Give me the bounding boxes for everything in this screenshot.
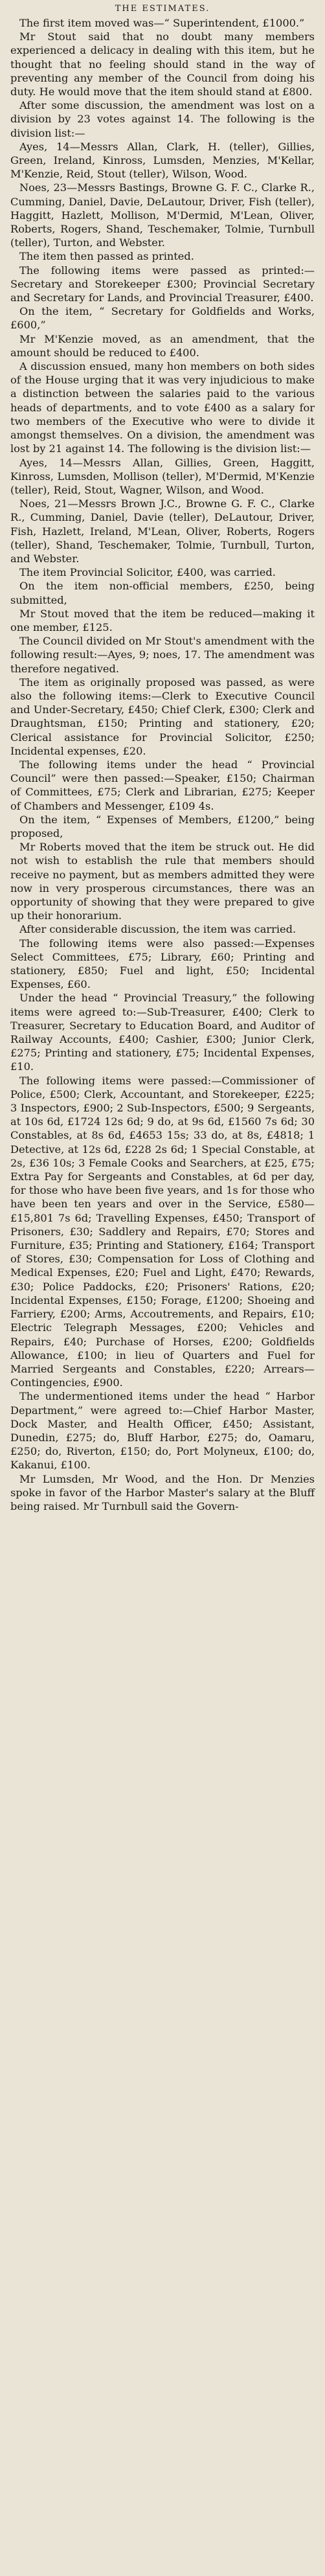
paragraph: Mr Stout moved that the item be reduced—making it one member, £125. <box>10 607 315 633</box>
division-list-ayes: Ayes, 14—Messrs Allan, Gillies, Green, Haggitt, Kinross, Lumsden, Mollison (teller), M'Dermid, M'Kenzie (teller), Reid, Stout, Wagner, Wilson, and Wood. <box>10 456 315 496</box>
paragraph: The undermentioned items under the head “ Harbor Department,” were agreed to:—Chief Harbor Master, Dock Master, and Health Officer, £450; Assistant, Dunedin, £275; do, Bluff Harbor, £275; do, Oamaru, £250; do, Riverton, £150; do, Port Molyneux, £100; do, Kakanui, £100. <box>10 1390 315 1472</box>
paragraph: Mr M'Kenzie moved, as an amendment, that the amount should be reduced to £400. <box>10 332 315 359</box>
paragraph: After some discussion, the amendment was lost on a division by 23 votes against 14. The following is the division list:— <box>10 99 315 139</box>
paragraph: The Council divided on Mr Stout's amendment with the following result:—Ayes, 9; noes, 17. The amendment was therefore negatived. <box>10 635 315 675</box>
paragraph: On the item, “ Expenses of Members, £1200,” being proposed, <box>10 813 315 839</box>
section-heading: THE ESTIMATES. <box>115 4 210 14</box>
division-list-noes: Noes, 23—Messrs Bastings, Browne G. F. C., Clarke R., Cumming, Daniel, Davie, DeLautour, Driver, Fish (teller), Haggitt, Hazlett, Mollison, M'Dermid, M'Lean, Oliver, Roberts, Rogers, Shand, Teschemaker, Tolmie, Turnbull (teller), Turton, and Webster. <box>10 181 315 249</box>
paragraph: Under the head “ Provincial Treasury,” the following items were agreed to:—Sub-Treasurer, £400; Clerk to Treasurer, Secretary to Education Board, and Auditor of Railway Accounts, £400; Cashier, £300; Junior Clerk, £275; Printing and stationery, £75; Incidental Expenses, £10. <box>10 992 315 1073</box>
paragraph: The following items were also passed:—Expenses Select Committees, £75; Library, £60; Printing and stationery, £850; Fuel and light, £50; Incidental Expenses, £60. <box>10 937 315 991</box>
paragraph: After considerable discussion, the item was carried. <box>19 923 297 936</box>
paragraph: Mr Roberts moved that the item be struck out. He did not wish to establish the rule that members should receive no payment, but as members admitted they were now in very prosperous circumstances, there was an opportunity of showing that they were prepared to give up their honorarium. <box>10 841 315 922</box>
paragraph: The item Provincial Solicitor, £400, was carried. <box>19 566 276 579</box>
paragraph: The item as originally proposed was passed, as were also the following items:—Clerk to Executive Council and Under-Secretary, £450; Chief Clerk, £300; Clerk and Draughtsman, £150; Printing and stationery, £20; Clerical assistance for Provincial Solicitor, £250; Incidental expenses, £20. <box>10 676 315 757</box>
paragraph: Mr Lumsden, Mr Wood, and the Hon. Dr Menzies spoke in favor of the Harbor Master's salary at the Bluff being raised. Mr Turnbull said the Govern- <box>10 1472 315 1512</box>
paragraph: A discussion ensued, many hon members on both sides of the House urging that it was very injudicious to make a distinction between the salaries paid to the various heads of departments, and to vote £400 as a salary for two members of the Executive who were to divide it amongst themselves. On a division, the amendment was lost by 21 against 14. The following is the division list:— <box>10 360 315 455</box>
paragraph: On the item, “ Secretary for Goldfields and Works, £600,” <box>10 305 315 332</box>
paragraph: The following items were passed as printed:—Secretary and Storekeeper £300; Provincial Secretary and Secretary for Lands, and Provincial Treasurer, £400. <box>10 264 315 304</box>
division-list-noes: Noes, 21—Messrs Brown J.C., Browne G. F. C., Clarke R., Cumming, Daniel, Davie (teller), DeLautour, Driver, Fish, Hazlett, Ireland, M'Lean, Oliver, Roberts, Rogers (teller), Shand, Teschemaker, Tolmie, Turnbull, Turton, and Webster. <box>10 497 315 565</box>
paragraph: The item then passed as printed. <box>19 250 194 263</box>
paragraph: The following items were passed:—Commissioner of Police, £500; Clerk, Accountant, and Storekeeper, £225; 3 Inspectors, £900; 2 Sub-Inspectors, £500; 9 Sergeants, at 10s 6d, £1724 12s 6d; 9 do, at 9s 6d, £1560 7s 6d; 30 Constables, at 8s 6d, £4653 15s; 33 do, at 8s, £4818; 1 Detective, at 12s 6d, £228 2s 6d; 1 Special Constable, at 2s, £36 10s; 3 Female Cooks and Searchers, at £25, £75; Extra Pay for Sergeants and Constables, at 6d per day, for those who have been five years, and 1s for those who have been ten years and over in the Service, £580—£15,801 7s 6d; Travelling Expenses, £450; Transport of Prisoners, £30; Saddlery and Repairs, £70; Stores and Furniture, £35; Printing and Stationery, £164; Transport of Stores, £30; Compensation for Loss of Clothing and Medical Expenses, £20; Fuel and Light, £470; Rewards, £30; Police Paddocks, £20; Prisoners' Rations, £20; Incidental Expenses, £150; Forage, £1200; Shoeing and Farriery, £200; Arms, Accoutrements, and Repairs, £10; Electric Telegraph Messages, £200; Vehicles and Repairs, £40; Purchase of Horses, £200; Goldfields Allowance, £100; in lieu of Quarters and Fuel for Married Sergeants and Constables, £220; Arrears—Contingencies, £900. <box>10 1074 315 1389</box>
paragraph: Mr Stout said that no doubt many members experienced a delicacy in dealing with this item, but he thought that no feeling should stand in the way of preventing any member of the Council from doing his duty. He would move that the item should stand at £800. <box>10 30 315 98</box>
article-column <box>10 4 315 1513</box>
paragraph: The following items under the head “ Provincial Council” were then passed:—Speaker, £150; Chairman of Committees, £75; Clerk and Librarian, £275; Keeper of Chambers and Messenger, £109 4s. <box>10 758 315 812</box>
division-list-ayes: Ayes, 14—Messrs Allan, Clark, H. (teller), Gillies, Green, Ireland, Kinross, Lumsden, Menzies, M'Kellar, M'Kenzie, Reid, Stout (teller), Wilson, Wood. <box>10 140 315 181</box>
paragraph: The first item moved was—“ Superintendent, £1000.” <box>19 17 305 29</box>
paragraph: On the item non-official members, £250, being submitted, <box>10 580 315 606</box>
